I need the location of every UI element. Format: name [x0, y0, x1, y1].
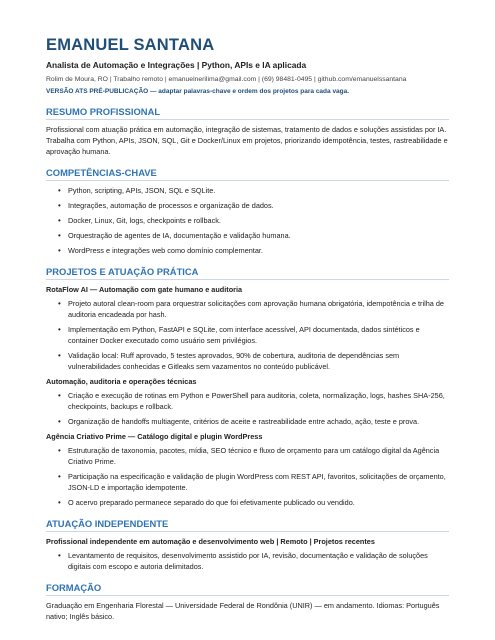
- section-title-projects: PROJETOS E ATUAÇÃO PRÁTICA: [46, 266, 449, 280]
- project-bullet: • Estruturação de taxonomia, pacotes, mídia, SEO técnico e fluxo de orçamento para um catálogo digital da Agência Criativo Prime.: [68, 445, 449, 467]
- candidate-name: EMANUEL SANTANA: [46, 36, 215, 54]
- skill-item: • Integrações, automação de processos e organização de dados.: [68, 200, 449, 211]
- project-bullets-automation: [46, 390, 449, 427]
- independent-heading: Profissional independente em automação e desenvolvimento web | Remoto | Projetos recentes: [46, 537, 375, 546]
- skills-list: [46, 185, 449, 256]
- project-bullet: • Implementação em Python, FastAPI e SQLite, com interface acessível, API documentada, dados sintéticos e container Docker executado como usuário sem privilégios.: [68, 324, 449, 346]
- summary-text: Profissional com atuação prática em automação, integração de sistemas, tratamento de dados e soluções assistidas por IA. Trabalha com Python, APIs, JSON, SQL, Git e Docker/Linux em projetos, priorizando idempotência, testes, rastreabilidade e aprovação humana.: [46, 125, 448, 156]
- project-bullet: • O acervo preparado permanece separado do que foi efetivamente publicado ou vendido.: [68, 497, 449, 508]
- education-text: Graduação em Engenharia Florestal — Universidade Federal de Rondônia (UNIR) — em andamento. Idiomas: Português nativo; Inglês básico.: [46, 601, 440, 621]
- skill-item: • Orquestração de agentes de IA, documentação e validação humana.: [68, 230, 449, 241]
- skill-item: • Python, scripting, APIs, JSON, SQL e SQLite.: [68, 185, 449, 196]
- section-title-independent: ATUAÇÃO INDEPENDENTE: [46, 518, 449, 532]
- project-bullets-agency: [46, 445, 449, 508]
- independent-bullet: • Levantamento de requisitos, desenvolvimento assistido por IA, revisão, documentação e validação de soluções digitais com escopo e autoria delimitados.: [68, 550, 449, 572]
- project-bullet: • Criação e execução de rotinas em Python e PowerShell para auditoria, coleta, normalização, logs, hashes SHA-256, checkpoints, backups e rollback.: [68, 390, 449, 412]
- project-bullet: • Organização de handoffs multiagente, critérios de aceite e rastreabilidade entre achado, ação, teste e prova.: [68, 416, 449, 427]
- section-title-education: FORMAÇÃO: [46, 582, 449, 596]
- version-note: VERSÃO ATS PRÉ-PUBLICAÇÃO — adaptar palavras-chave e ordem dos projetos para cada vaga.: [46, 88, 350, 95]
- project-bullet: • Validação local: Ruff aprovado, 5 testes aprovados, 90% de cobertura, auditoria de dependências sem vulnerabilidades conhecidas e Gitleaks sem vazamentos no conteúdo publicável.: [68, 350, 449, 372]
- section-title-summary: RESUMO PROFISSIONAL: [46, 106, 449, 120]
- independent-bullets: [46, 550, 449, 572]
- section-title-skills: COMPETÊNCIAS-CHAVE: [46, 167, 449, 181]
- project-bullet: • Projeto autoral clean-room para orquestrar solicitações com aprovação humana obrigatória, idempotência e trilha de auditoria encadeada por hash.: [68, 298, 449, 320]
- project-bullet: • Participação na especificação e validação de plugin WordPress com REST API, favoritos, solicitações de orçamento, JSON-LD e importação idempotente.: [68, 471, 449, 493]
- contact-line: Rolim de Moura, RO | Trabalho remoto | emanuelnerilima@gmail.com | (69) 98481-0495 | github.com/emanuelssantana: [46, 76, 407, 83]
- project-heading-automation: Automação, auditoria e operações técnicas: [46, 377, 197, 386]
- headline: Analista de Automação e Integrações | Python, APIs e IA aplicada: [46, 60, 307, 70]
- project-heading-rotaflow: RotaFlow AI — Automação com gate humano e auditoria: [46, 285, 243, 294]
- project-heading-agency: Agência Criativo Prime — Catálogo digital e plugin WordPress: [46, 432, 263, 441]
- skill-item: • WordPress e integrações web como domínio complementar.: [68, 245, 449, 256]
- skill-item: • Docker, Linux, Git, logs, checkpoints e rollback.: [68, 215, 449, 226]
- project-bullets-rotaflow: [46, 298, 449, 372]
